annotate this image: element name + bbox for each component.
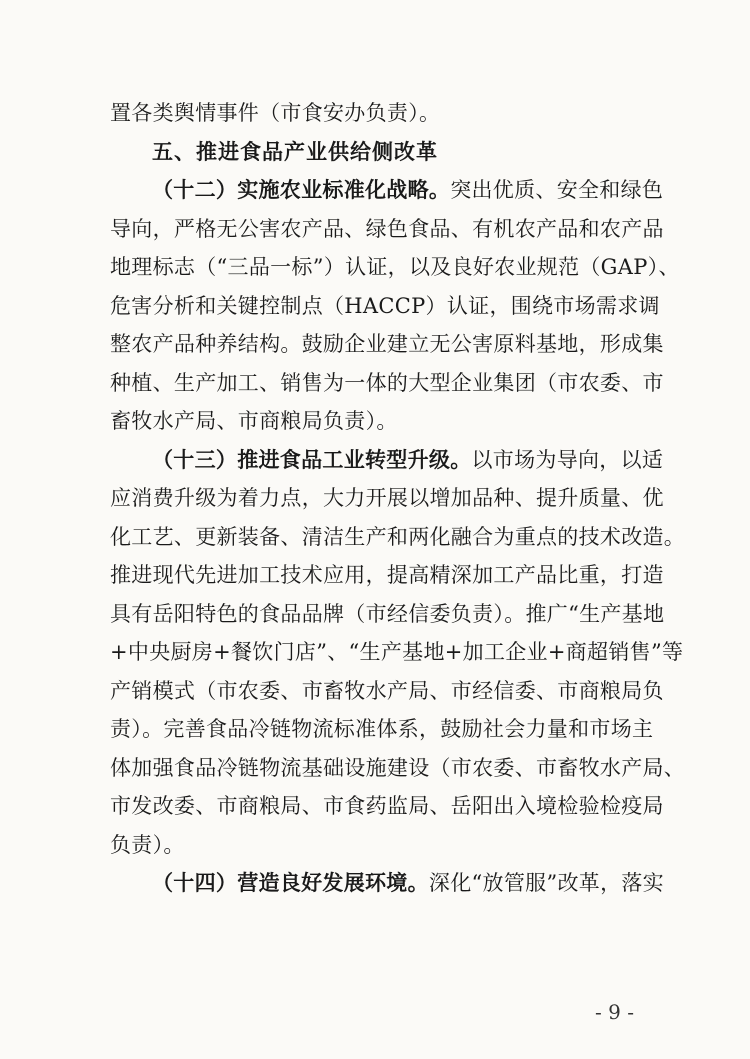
paragraph-line: 责）。完善食品冷链物流标准体系，鼓励社会力量和市场主 — [110, 717, 654, 741]
subsection-title: （十三）推进食品工业转型升级。 — [152, 447, 472, 472]
section-heading: 五、推进食品产业供给侧改革 — [152, 139, 438, 164]
paragraph-line — [110, 864, 664, 903]
paragraph-line: 推进现代先进加工技术应用，提高精深加工产品比重，打造 — [110, 563, 664, 587]
paragraph-line: 置各类舆情事件（市食安办负责）。 — [110, 101, 441, 125]
paragraph-line: 整农产品种养结构。鼓励企业建立无公害原料基地，形成集 — [110, 332, 664, 356]
paragraph-line — [110, 441, 664, 480]
paragraph-line: 体加强食品冷链物流基础设施建设（市农委、市畜牧水产局、 — [110, 755, 686, 780]
paragraph-line: 畜牧水产局、市商粮局负责）。 — [110, 409, 398, 433]
subsection-title: （十四）营造良好发展环境。 — [152, 871, 429, 895]
paragraph-line: 化工艺、更新装备、清洁生产和两化融合为重点的技术改造。 — [110, 524, 686, 549]
paragraph-line: 地理标志（“三品一标”）认证，以及良好农业规范（GAP）、 — [110, 255, 680, 279]
paragraph-line: 应消费升级为着力点，大力开展以增加品种、提升质量、优 — [110, 486, 664, 510]
paragraph-line — [110, 171, 664, 210]
body-text — [110, 94, 686, 903]
paragraph-line: 负责）。 — [110, 832, 185, 857]
page-number: - 9 - — [595, 1000, 634, 1024]
paragraph-text: 以市场为导向，以适 — [471, 447, 664, 472]
paragraph-line: 具有岳阳特色的食品品牌（市经信委负责）。推广“生产基地 — [110, 601, 665, 626]
paragraph-text: 突出优质、安全和绿色 — [450, 178, 664, 202]
paragraph-line: 市发改委、市商粮局、市食药监局、岳阳出入境检验检疫局 — [110, 794, 664, 818]
paragraph-line: +中央厨房+餐饮门店”、“生产基地+加工企业+商超销售”等 — [110, 640, 684, 664]
paragraph-text: 深化“放管服”改革，落实 — [428, 871, 664, 895]
subsection-title: （十二）实施农业标准化战略。 — [152, 178, 451, 202]
paragraph-line: 种植、生产加工、销售为一体的大型企业集团（市农委、市 — [110, 370, 664, 395]
paragraph-line: 导向，严格无公害农产品、绿色食品、有机农产品和农产品 — [110, 216, 664, 241]
paragraph-line: 危害分析和关键控制点（HACCP）认证，围绕市场需求调 — [110, 293, 660, 318]
paragraph-line: 产销模式（市农委、市畜牧水产局、市经信委、市商粮局负 — [110, 678, 664, 703]
